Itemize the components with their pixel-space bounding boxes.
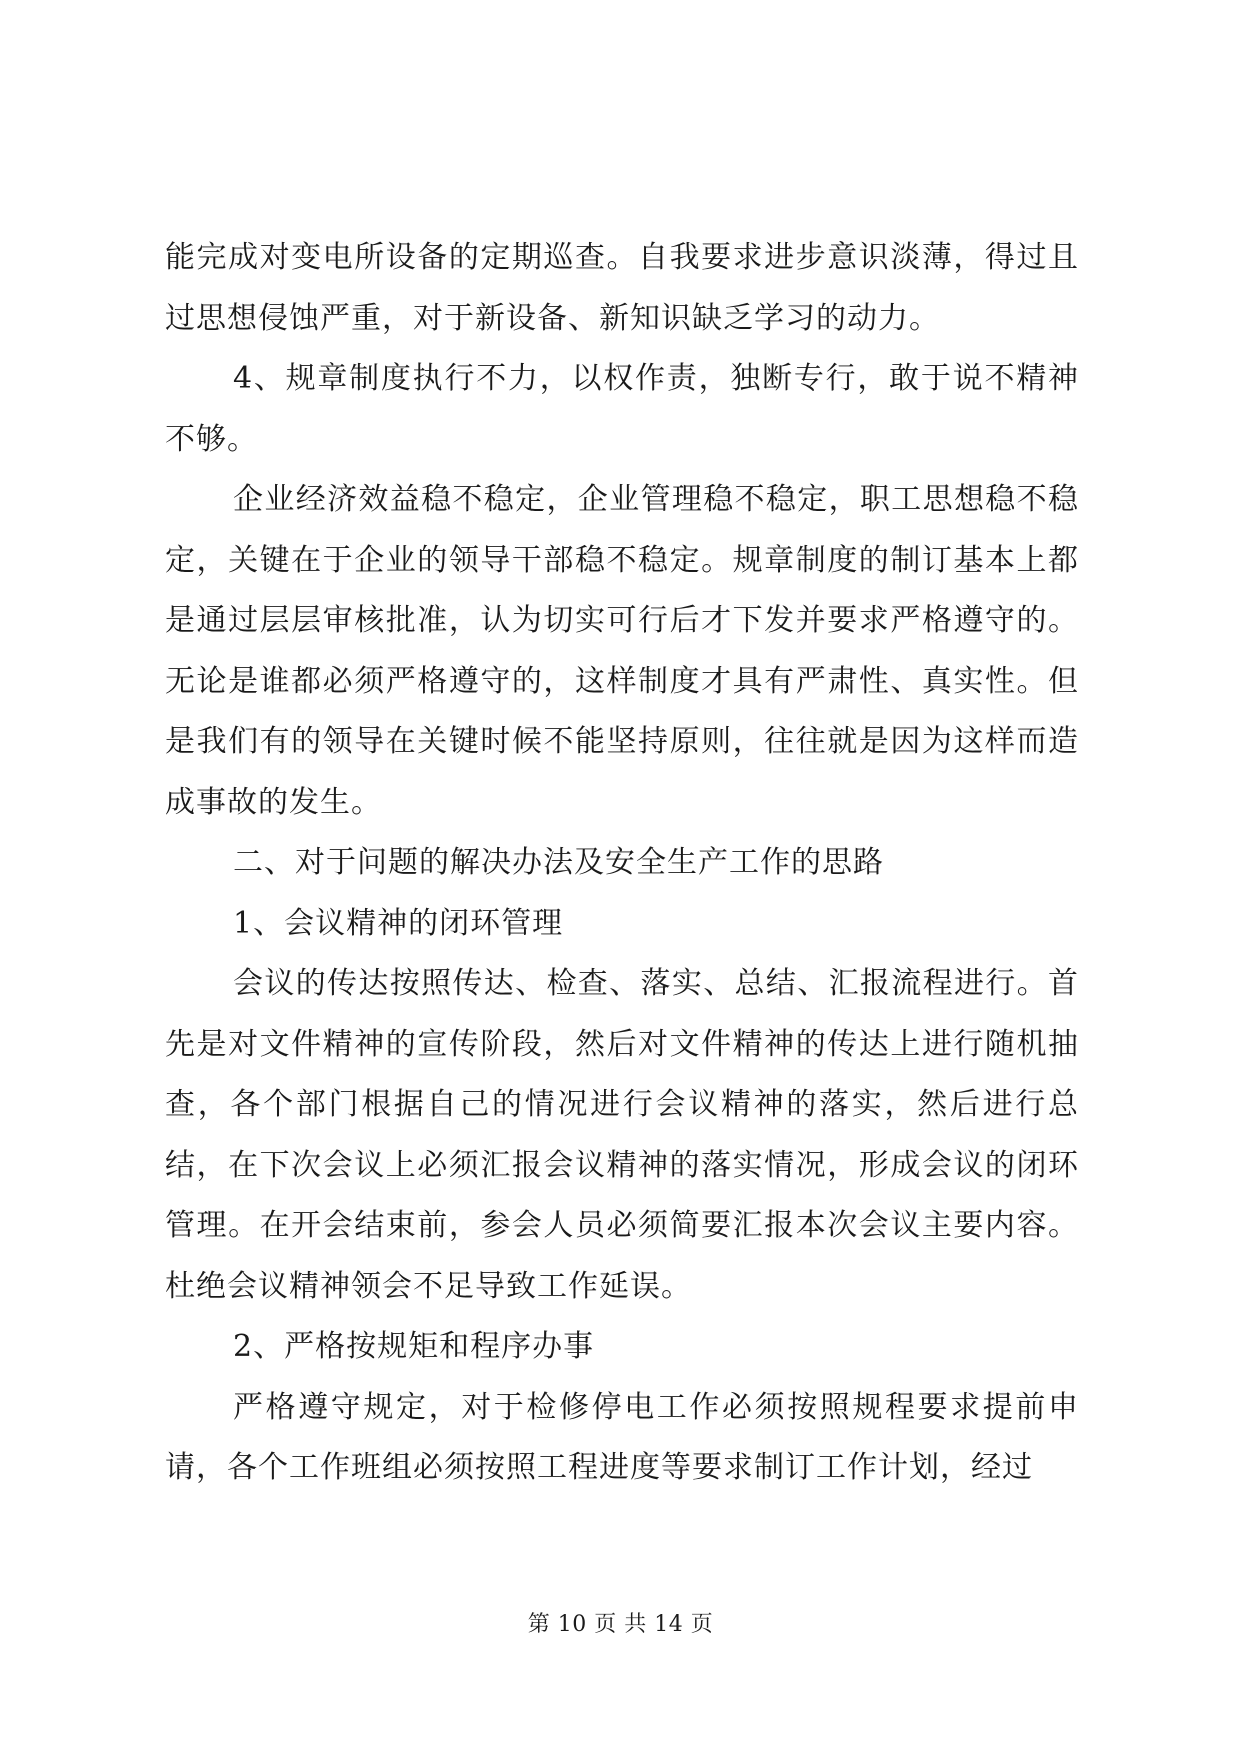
paragraph-5: 严格遵守规定，对于检修停电工作必须按照规程要求提前申请，各个工作班组必须按照工程进度等要求制订工作计划，经过 — [165, 1389, 1079, 1485]
document-body — [165, 228, 1079, 1499]
paragraph-2: 4、规章制度执行不力，以权作责，独断专行，敢于说不精神不够。 — [165, 361, 1079, 457]
paragraph-1: 能完成对变电所设备的定期巡查。自我要求进步意识淡薄，得过且过思想侵蚀严重，对于新设备、新知识缺乏学习的动力。 — [165, 240, 1079, 336]
paragraph-3: 企业经济效益稳不稳定，企业管理稳不稳定，职工思想稳不稳定，关键在于企业的领导干部稳不稳定。规章制度的制订基本上都是通过层层审核批准，认为切实可行后才下发并要求严格遵守的。无论是谁都必须严格遵守的，这样制度才具有严肃性、真实性。但是我们有的领导在关键时候不能坚持原则，往往就是因为这样而造成事故的发生。 — [165, 482, 1079, 820]
page-footer: 第 10 页 共 14 页 — [527, 1612, 714, 1637]
paragraph-4: 会议的传达按照传达、检查、落实、总结、汇报流程进行。首先是对文件精神的宣传阶段，然后对文件精神的传达上进行随机抽查，各个部门根据自己的情况进行会议精神的落实，然后进行总结，在下次会议上必须汇报会议精神的落实情况，形成会议的闭环管理。在开会结束前，参会人员必须简要汇报本次会议主要内容。杜绝会议精神领会不足导致工作延误。 — [165, 966, 1079, 1304]
subheading-1: 1、会议精神的闭环管理 — [233, 905, 564, 941]
subheading-2: 2、严格按规矩和程序办事 — [233, 1329, 595, 1364]
section-heading: 二、对于问题的解决办法及安全生产工作的思路 — [233, 845, 884, 880]
